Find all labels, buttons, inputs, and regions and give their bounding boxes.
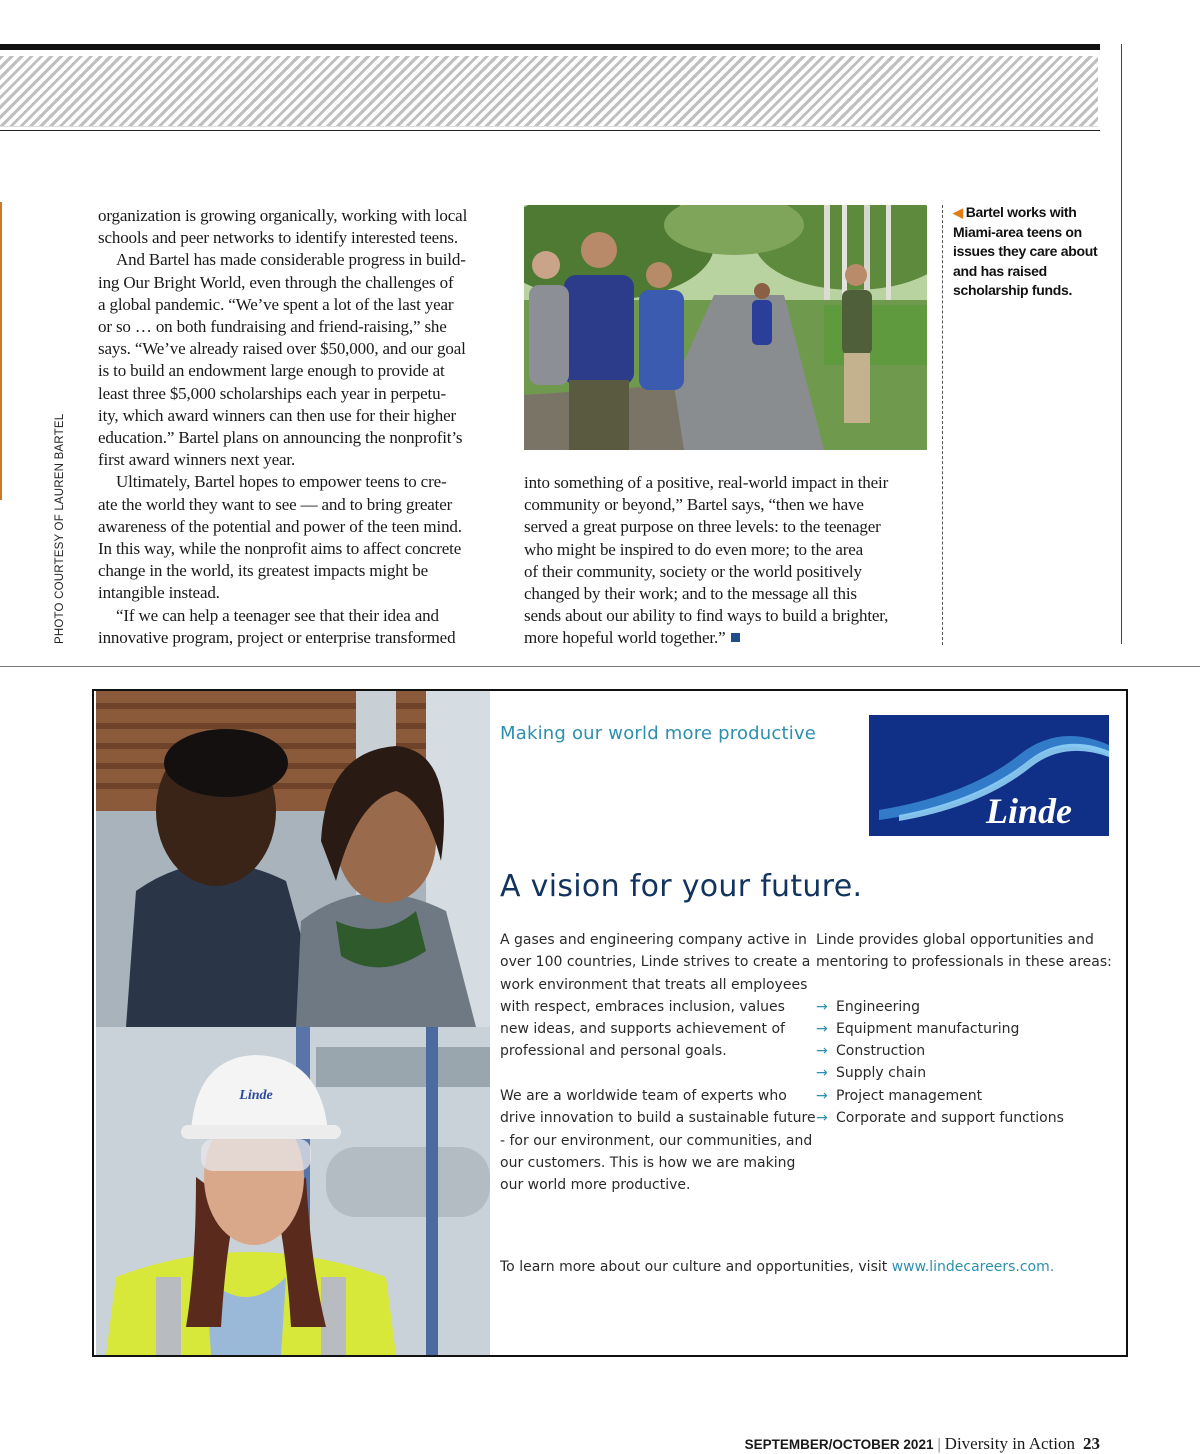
magazine-name: Diversity in Action [944, 1434, 1075, 1453]
photo-credit: PHOTO COURTESY OF LAUREN BARTEL [54, 413, 66, 644]
arrow-right-icon: → [816, 1087, 828, 1104]
ad-intro-line: Linde provides global opportunities and [816, 932, 1094, 948]
linde-logo-text: Linde [986, 791, 1072, 831]
linde-advertisement [92, 689, 1128, 1357]
ad-intro-line: mentoring to professionals in these areas: [816, 954, 1112, 971]
article-line: ing Our Bright World, even through the challenges of [98, 272, 454, 292]
ad-body-line: We are a worldwide team of experts who [500, 1088, 787, 1105]
area-list-item: → Corporate and support functions [816, 1107, 1112, 1129]
photo-caption [953, 203, 1103, 301]
article-line: changed by their work; and to the message all this [524, 584, 857, 604]
article-line: intangible instead. [98, 583, 220, 603]
area-list-item: → Supply chain [816, 1062, 1112, 1084]
page-number: 23 [1083, 1434, 1100, 1453]
header-bottom-rule [0, 130, 1100, 131]
ad-body-line: drive innovation to build a sustainable future [500, 1110, 816, 1127]
article-line: ity, which award winners can then use for their higher [98, 405, 457, 425]
article-line: served a great purpose on three levels: to the teenager [524, 517, 881, 537]
ad-body-line: new ideas, and supports achievement of [500, 1021, 785, 1038]
ad-headline: A vision for your future. [500, 869, 863, 904]
linde-logo [869, 715, 1109, 836]
article-line: community or beyond,” Bartel says, “then we have [524, 495, 864, 515]
article-line: who might be inspired to do even more; to the area [524, 539, 864, 559]
helmet-logo-text: Linde [239, 1088, 273, 1103]
page-edge-rule [1121, 44, 1122, 644]
header-hatch-band [0, 56, 1098, 127]
article-line: In this way, while the nonprofit aims to affect concrete [98, 539, 462, 559]
arrow-right-icon: → [816, 1065, 828, 1082]
ad-body-line: our world more productive. [500, 1177, 691, 1194]
article-line: first award winners next year. [98, 450, 296, 470]
area-list-item: → Project management [816, 1085, 1112, 1107]
article-line: is to build an endowment large enough to provide at [98, 361, 445, 381]
ad-body-line: over 100 countries, Linde strives to create a [500, 954, 811, 971]
park-scene-image [524, 205, 927, 450]
article-line: ate the world they want to see — and to bring greater [98, 494, 453, 514]
article-line: Ultimately, Bartel hopes to empower teens to cre- [116, 472, 447, 492]
caption-divider [942, 205, 943, 645]
linde-logo-image [869, 715, 1109, 836]
article-line: says. “We’ve already raised over $50,000, and our goal [98, 339, 466, 359]
area-list-item: → Engineering [816, 996, 1112, 1018]
section-divider [0, 666, 1200, 667]
article-line: sends about our ability to find ways to build a brighter, [524, 606, 889, 626]
caption-text: Bartel works with Miami-area teens on issues they care about and has raised scholarship funds. [953, 204, 1098, 298]
ad-call-to-action [500, 1259, 1054, 1275]
header-top-rule [0, 44, 1100, 50]
article-column-2 [524, 472, 924, 650]
left-accent-bar [0, 202, 2, 500]
cta-text: To learn more about our culture and opportunities, visit [500, 1259, 892, 1275]
ad-body-right [816, 929, 1112, 1129]
page-footer [745, 1434, 1100, 1454]
area-list-item: → Construction [816, 1040, 1112, 1062]
ad-body-line: with respect, embraces inclusion, values [500, 998, 785, 1015]
ad-body-line: our customers. This is how we are making [500, 1154, 796, 1171]
engineer-image [96, 1027, 490, 1355]
article-line: or so … on both fundraising and friend-raising,” she [98, 317, 447, 337]
article-line: into something of a positive, real-world impact in their [524, 473, 889, 492]
article-line: awareness of the potential and power of the teen mind. [98, 516, 462, 536]
ad-body-line: professional and personal goals. [500, 1043, 727, 1060]
arrow-right-icon: → [816, 1020, 828, 1037]
end-mark-icon [731, 633, 740, 642]
careers-link[interactable]: www.lindecareers.com. [891, 1259, 1055, 1275]
area-list-item: → Equipment manufacturing [816, 1018, 1112, 1040]
areas-list [816, 996, 1112, 1130]
ad-body-line: - for our environment, our communities, and [500, 1132, 813, 1149]
article-line: innovative program, project or enterprise transformed [98, 627, 456, 647]
ad-photo-professionals [96, 691, 490, 1027]
issue-date: SEPTEMBER/OCTOBER 2021 [744, 1437, 934, 1452]
article-line: of their community, society or the world positively [524, 561, 862, 581]
article-line: more hopeful world together.” [524, 627, 924, 649]
article-line: a global pandemic. “We’ve spent a lot of the last year [98, 294, 454, 314]
ad-body-left [500, 929, 816, 1197]
article-line: change in the world, its greatest impacts might be [98, 561, 429, 581]
article-line: And Bartel has made considerable progress in build- [116, 250, 466, 270]
caption-arrow-icon: ◀ [953, 205, 963, 220]
ad-body-line [500, 1063, 816, 1085]
article-photo [524, 205, 927, 450]
arrow-right-icon: → [816, 1043, 828, 1060]
article-line: schools and peer networks to identify interested teens. [98, 228, 458, 248]
ad-body-line: work environment that treats all employees [500, 976, 808, 993]
ad-tagline: Making our world more productive [500, 723, 817, 744]
article-line: organization is growing organically, working with local [98, 206, 468, 225]
article-line: least three $5,000 scholarships each year in perpetu- [98, 383, 446, 403]
arrow-right-icon: → [816, 1110, 828, 1127]
ad-photo-engineer [96, 1027, 490, 1355]
article-column-1 [98, 205, 498, 649]
footer-separator: | [937, 1436, 941, 1453]
arrow-right-icon: → [816, 998, 828, 1015]
professionals-image [96, 691, 490, 1027]
ad-body-line: A gases and engineering company active in [500, 932, 807, 948]
article-line: “If we can help a teenager see that their idea and [116, 605, 439, 625]
article-line: education.” Bartel plans on announcing the nonprofit’s [98, 428, 463, 448]
